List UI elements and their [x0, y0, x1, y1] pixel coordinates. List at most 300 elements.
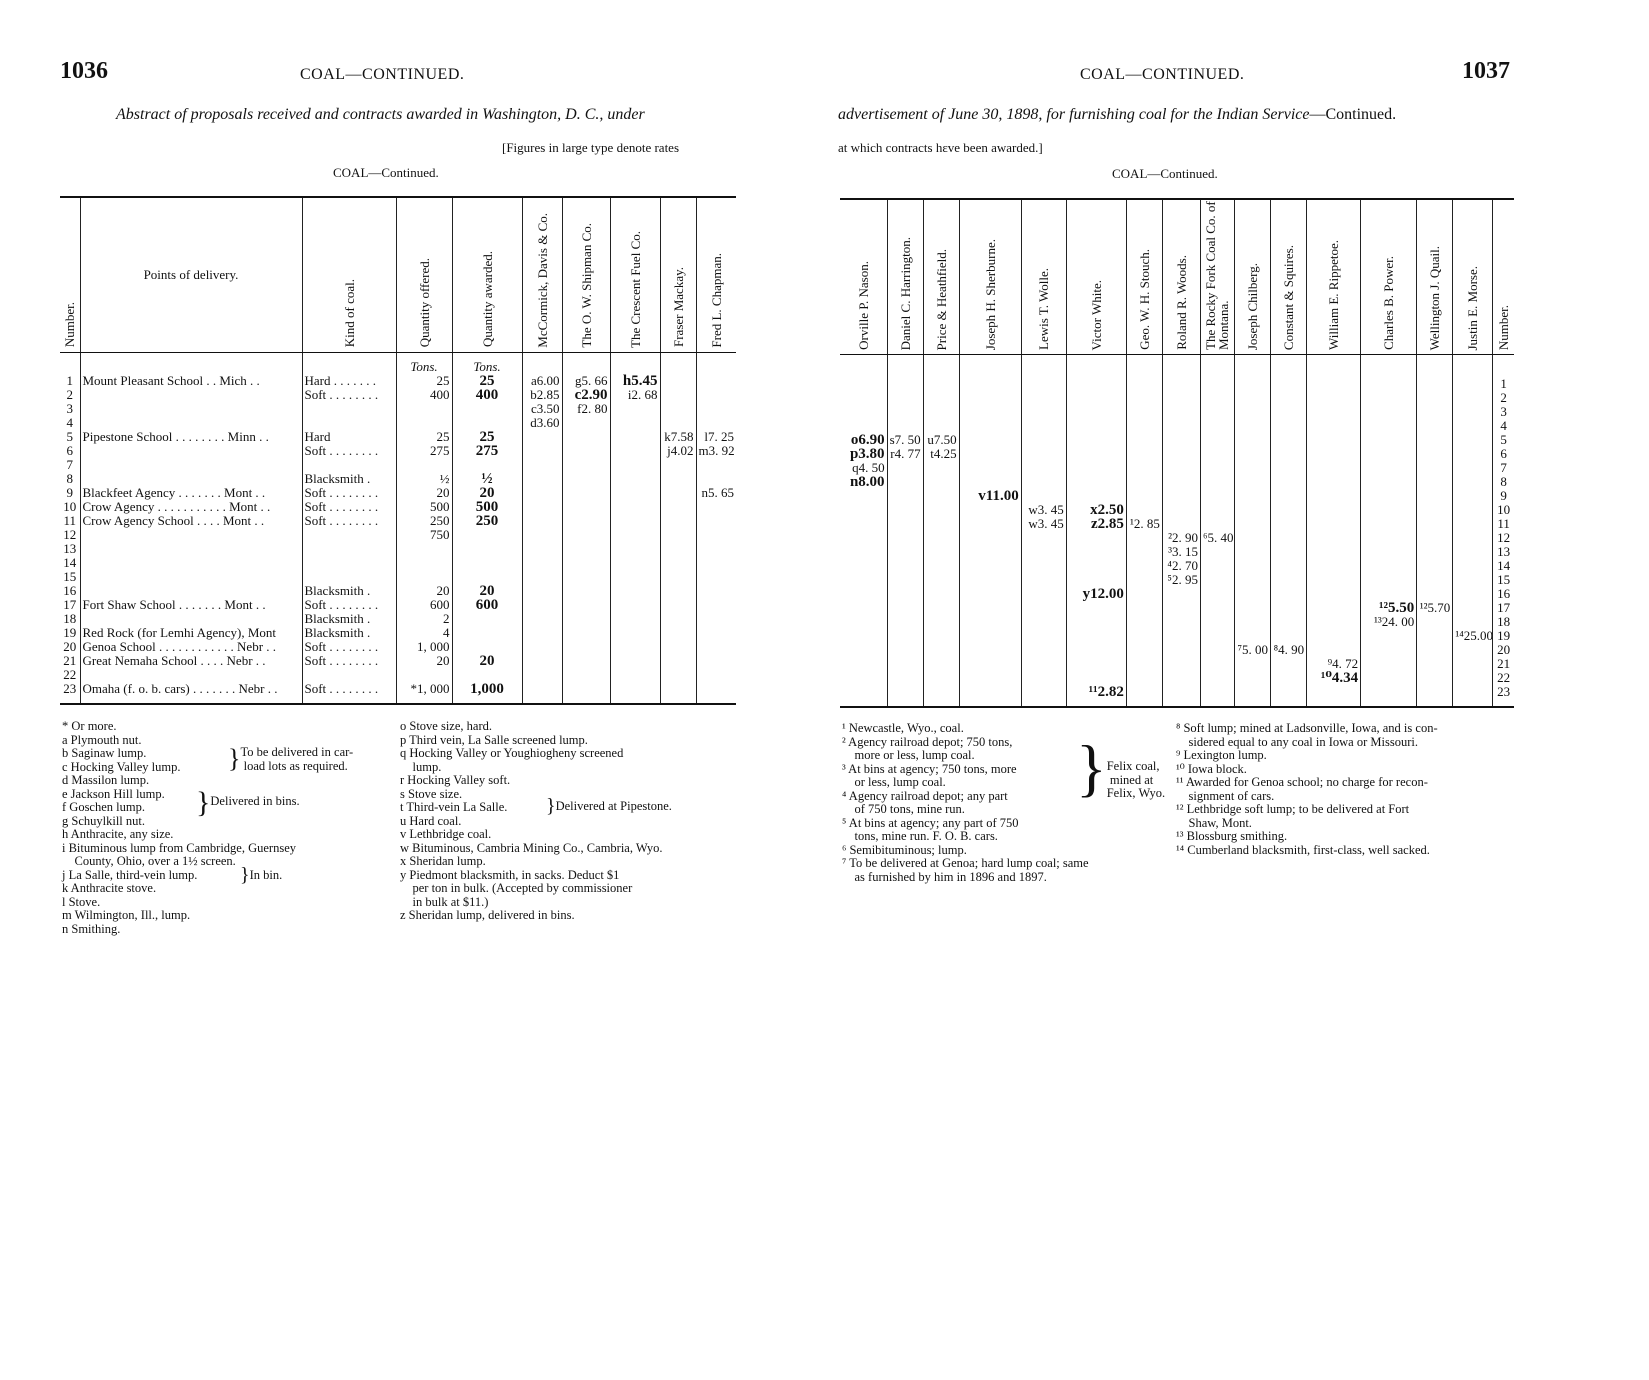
bid-cell — [923, 503, 959, 517]
bid-cell — [887, 419, 923, 433]
brace-note-in-bin: } In bin. — [240, 864, 283, 886]
footnote-line: as furnished by him in 1896 and 1897. — [842, 869, 1047, 884]
bid-cell — [1417, 447, 1453, 461]
bid-cell — [610, 416, 660, 430]
bid-cell — [959, 447, 1021, 461]
row-number: 23 — [63, 682, 77, 696]
row-number: 18 — [1493, 615, 1514, 629]
kind-of-coal: Blacksmith . — [302, 626, 396, 640]
bid-cell — [1021, 643, 1066, 657]
quantity-awarded: 1,000 — [452, 682, 522, 696]
bid-cell — [1271, 489, 1307, 503]
bid-cell — [1271, 433, 1307, 447]
quantity-offered — [396, 668, 452, 682]
quantity-offered — [396, 556, 452, 570]
quantity-awarded — [452, 528, 522, 542]
bid-cell — [959, 559, 1021, 573]
bid-cell — [1361, 657, 1417, 671]
units-awarded: Tons. — [452, 352, 522, 374]
bid-cell — [1417, 517, 1453, 531]
row-number: 4 — [1493, 419, 1514, 433]
bid-cell — [610, 402, 660, 416]
bid-cell — [1200, 587, 1234, 601]
bid-cell — [1066, 405, 1126, 419]
bid-cell — [959, 433, 1021, 447]
bid-cell — [660, 626, 696, 640]
bid-cell — [840, 377, 887, 391]
quantity-offered: 20 — [396, 584, 452, 598]
quantity-awarded: 500 — [452, 500, 522, 514]
bid-cell — [1162, 671, 1200, 685]
bid-cell — [840, 545, 887, 559]
bid-cell — [562, 668, 610, 682]
row-number: 17 — [63, 598, 77, 612]
header-bidder: William E. Rippetoe. — [1307, 199, 1361, 355]
bid-cell — [522, 444, 562, 458]
bid-cell — [1162, 461, 1200, 475]
footnote-line: w Bituminous, Cambria Mining Co., Cambria, Wyo. — [400, 840, 663, 855]
bid-cell — [1126, 503, 1162, 517]
table-row — [840, 643, 1514, 657]
kind-of-coal: Hard — [302, 430, 396, 444]
bid-cell — [1066, 559, 1126, 573]
bid-cell — [1307, 517, 1361, 531]
bid-cell — [1200, 615, 1234, 629]
footnote-line: o Stove size, hard. — [400, 719, 492, 733]
header-bidder-mackay: Fraser Mackay. — [660, 197, 696, 352]
bid-cell — [1271, 657, 1307, 671]
table-row — [840, 489, 1514, 503]
bid-cell — [1453, 391, 1493, 405]
bid-cell — [1417, 461, 1453, 475]
bid-cell — [1200, 447, 1234, 461]
right-page — [824, 0, 1649, 1380]
footnote-line: g Schuylkill nut. — [62, 813, 145, 828]
bid-cell — [660, 654, 696, 668]
header-number: Number. — [60, 197, 80, 352]
bid-cell — [1162, 377, 1200, 391]
footnote-line: d Massilon lump. — [62, 773, 150, 787]
bid-cell — [1307, 531, 1361, 545]
bid-cell — [660, 500, 696, 514]
bid-cell — [1235, 391, 1271, 405]
bid-cell — [1453, 517, 1493, 531]
quantity-offered: 4 — [396, 626, 452, 640]
row-number: 1 — [1493, 377, 1514, 391]
footnote-line: signment of cars. — [1176, 788, 1275, 803]
quantity-awarded: 20 — [452, 584, 522, 598]
quantity-offered — [396, 458, 452, 472]
kind-of-coal: Blacksmith . — [302, 472, 396, 486]
footnote-line: ¹² Lethbridge soft lump; to be delivered at Fort — [1176, 802, 1410, 816]
units-row-right — [840, 355, 1514, 377]
bid-cell — [1126, 531, 1162, 545]
bid-cell — [562, 682, 610, 696]
bid-cell — [840, 685, 887, 699]
row-number: 12 — [1493, 531, 1514, 545]
point-of-delivery — [80, 570, 302, 584]
footnote-line: q Hocking Valley or Youghiogheny screened — [400, 746, 624, 760]
bid-cell — [610, 556, 660, 570]
bid-cell — [1361, 643, 1417, 657]
bid-cell — [1307, 615, 1361, 629]
table-row — [60, 626, 736, 640]
row-number: 2 — [1493, 391, 1514, 405]
bid-cell — [1200, 671, 1234, 685]
bid-cell: ¹¹2.82 — [1066, 685, 1126, 699]
bid-cell — [1066, 419, 1126, 433]
bid-cell: p3.80 — [849, 446, 885, 461]
bid-cell — [1162, 643, 1200, 657]
quantity-awarded — [452, 458, 522, 472]
bid-cell — [1271, 391, 1307, 405]
bid-cell — [959, 461, 1021, 475]
bid-cell — [1453, 587, 1493, 601]
header-bidder-mccormick: McCormick, Davis & Co. — [522, 197, 562, 352]
bid-cell — [1162, 685, 1200, 699]
table-row — [60, 458, 736, 472]
row-number: 11 — [1493, 517, 1514, 531]
bid-cell — [959, 405, 1021, 419]
footnotes-left-col2 — [400, 720, 663, 923]
bid-cell — [887, 601, 923, 615]
quantity-offered: 25 — [396, 430, 452, 444]
bid-cell — [887, 475, 923, 489]
bid-cell — [562, 472, 610, 486]
bid-cell — [1417, 643, 1453, 657]
bid-cell — [522, 528, 562, 542]
row-number: 6 — [66, 444, 73, 458]
quantity-offered: 750 — [396, 528, 452, 542]
header-bidder: Roland R. Woods. — [1162, 199, 1200, 355]
bid-cell — [887, 559, 923, 573]
footnote-line: lump. — [400, 759, 442, 774]
bid-cell — [887, 657, 923, 671]
quantity-awarded: 275 — [452, 444, 522, 458]
footnote-line: l Stove. — [62, 894, 101, 909]
kind-of-coal — [302, 542, 396, 556]
bid-cell — [660, 570, 696, 584]
bid-cell — [1453, 643, 1493, 657]
bid-cell — [1417, 503, 1453, 517]
bid-cell: ⁴2. 70 — [1162, 559, 1200, 573]
bid-cell — [1235, 377, 1271, 391]
footnote-line: p Third vein, La Salle screened lump. — [400, 732, 588, 747]
bid-cell: a6.00 — [522, 374, 562, 388]
bid-cell — [610, 458, 660, 472]
point-of-delivery: Crow Agency School . . . . Mont . . — [80, 514, 302, 528]
point-of-delivery — [80, 416, 302, 430]
bid-cell — [562, 430, 610, 444]
footnote-line: ¹⁴ Cumberland blacksmith, first-class, well sacked. — [1176, 842, 1430, 857]
bid-cell — [1235, 615, 1271, 629]
footnote-line: u Hard coal. — [400, 813, 462, 828]
bid-cell — [887, 573, 923, 587]
header-bidder: Victor White. — [1066, 199, 1126, 355]
bid-cell — [1307, 419, 1361, 433]
footnote-line: ⁴ Agency railroad depot; any part — [842, 788, 1008, 803]
bid-cell — [1453, 615, 1493, 629]
footnote-line: a Plymouth nut. — [62, 732, 142, 747]
bid-cell — [1271, 447, 1307, 461]
bid-cell — [1235, 419, 1271, 433]
bid-cell — [959, 377, 1021, 391]
bid-cell — [660, 528, 696, 542]
bid-cell — [887, 615, 923, 629]
point-of-delivery — [80, 458, 302, 472]
header-bidder: Orville P. Nason. — [840, 199, 887, 355]
footnote-line: ¹⁰ Iowa block. — [1176, 761, 1247, 776]
bid-cell — [1021, 629, 1066, 643]
bid-cell — [923, 475, 959, 489]
table-row — [840, 573, 1514, 587]
bid-cell — [923, 601, 959, 615]
bid-cell — [522, 556, 562, 570]
bid-cell — [1126, 489, 1162, 503]
point-of-delivery: Pipestone School . . . . . . . . Minn . . — [80, 430, 302, 444]
header-bidder: Price & Heathfield. — [923, 199, 959, 355]
quantity-awarded: 25 — [452, 374, 522, 388]
brace-note-carload: } To be delivered in car- load lots as required. — [228, 744, 354, 773]
table-end-rule — [840, 699, 1514, 707]
bid-cell — [1200, 629, 1234, 643]
bid-cell — [1200, 391, 1234, 405]
bid-cell — [1271, 517, 1307, 531]
bid-cell — [1066, 601, 1126, 615]
table-row — [60, 584, 736, 598]
point-of-delivery: Red Rock (for Lemhi Agency), Mont — [80, 626, 302, 640]
kind-of-coal: Hard . . . . . . . — [302, 374, 396, 388]
bid-cell: w3. 45 — [1021, 503, 1066, 517]
bid-cell: ¹²5.70 — [1417, 601, 1453, 615]
bid-cell — [1200, 405, 1234, 419]
bid-cell — [1417, 657, 1453, 671]
quantity-awarded — [452, 612, 522, 626]
bid-cell — [660, 416, 696, 430]
bid-cell — [923, 531, 959, 545]
row-number: 15 — [1493, 573, 1514, 587]
bid-cell — [1021, 377, 1066, 391]
left-proposals-table — [60, 196, 736, 705]
header-bidder-crescent: The Crescent Fuel Co. — [610, 197, 660, 352]
quantity-awarded — [452, 570, 522, 584]
bid-cell — [696, 570, 736, 584]
bid-cell — [1200, 573, 1234, 587]
row-number: 13 — [63, 542, 77, 556]
bid-cell — [1271, 559, 1307, 573]
bid-cell — [1235, 531, 1271, 545]
table-row — [60, 528, 736, 542]
bid-cell — [1453, 545, 1493, 559]
bid-cell — [1200, 433, 1234, 447]
bid-cell — [1307, 685, 1361, 699]
bid-cell: ¹2. 85 — [1126, 517, 1162, 531]
table-row — [60, 612, 736, 626]
bid-cell — [959, 503, 1021, 517]
bid-cell — [610, 682, 660, 696]
bid-cell — [1126, 559, 1162, 573]
bid-cell — [1235, 489, 1271, 503]
bid-cell — [522, 472, 562, 486]
left-header-row — [60, 197, 736, 352]
quantity-offered: ½ — [396, 472, 452, 486]
bid-cell — [1126, 419, 1162, 433]
bid-cell — [1066, 643, 1126, 657]
table-row — [60, 514, 736, 528]
bid-cell — [1066, 391, 1126, 405]
bid-cell: q4. 50 — [852, 460, 885, 475]
row-number: 8 — [66, 472, 73, 486]
bid-cell — [1021, 433, 1066, 447]
table-row — [840, 517, 1514, 531]
bid-cell — [660, 472, 696, 486]
bid-cell: d3.60 — [522, 416, 562, 430]
bid-cell — [1453, 489, 1493, 503]
kind-of-coal: Soft . . . . . . . . — [302, 514, 396, 528]
bid-cell — [1417, 433, 1453, 447]
bid-cell — [522, 626, 562, 640]
bid-cell — [923, 489, 959, 503]
bid-cell — [1162, 475, 1200, 489]
row-number: 2 — [66, 388, 73, 402]
bid-cell — [660, 682, 696, 696]
bid-cell — [522, 514, 562, 528]
bid-cell: n5. 65 — [696, 486, 736, 500]
bid-cell — [1126, 601, 1162, 615]
point-of-delivery — [80, 542, 302, 556]
table-row — [840, 587, 1514, 601]
bid-cell — [1200, 517, 1234, 531]
bid-cell — [923, 671, 959, 685]
row-number: 20 — [1493, 643, 1514, 657]
bid-cell — [1162, 503, 1200, 517]
bid-cell — [887, 517, 923, 531]
row-number: 3 — [66, 402, 73, 416]
bid-cell — [1162, 433, 1200, 447]
bid-cell — [1453, 685, 1493, 699]
abstract-title-left: Abstract of proposals received and contracts awarded in Washington, D. C., under — [116, 106, 645, 123]
bid-cell — [1235, 475, 1271, 489]
bid-cell — [1307, 461, 1361, 475]
point-of-delivery — [80, 584, 302, 598]
bid-cell — [1021, 545, 1066, 559]
footnote-line: x Sheridan lump. — [400, 854, 486, 868]
bid-cell — [1126, 615, 1162, 629]
brace-note-felix: } Felix coal, mined at Felix, Wyo. — [1076, 732, 1166, 803]
bid-cell — [522, 640, 562, 654]
row-number: 17 — [1493, 601, 1514, 615]
bid-cell: w3. 45 — [1021, 517, 1066, 531]
bid-cell — [562, 640, 610, 654]
bid-cell — [1200, 643, 1234, 657]
table-row — [60, 444, 736, 458]
quantity-awarded — [452, 402, 522, 416]
bid-cell: ¹³24. 00 — [1361, 615, 1417, 629]
quantity-offered — [396, 570, 452, 584]
bid-cell — [1235, 657, 1271, 671]
bid-cell — [1271, 377, 1307, 391]
table-row — [840, 461, 1514, 475]
row-number: 18 — [63, 612, 77, 626]
bid-cell — [522, 584, 562, 598]
table-row — [60, 430, 736, 444]
bid-cell — [660, 388, 696, 402]
header-points-of-delivery: Points of delivery. — [80, 197, 302, 352]
point-of-delivery — [80, 388, 302, 402]
bid-cell — [1361, 447, 1417, 461]
bid-cell — [840, 601, 887, 615]
bid-cell — [959, 615, 1021, 629]
footnote-line: s Stove size. — [400, 786, 463, 801]
bid-cell — [1361, 475, 1417, 489]
bid-cell: ³3. 15 — [1162, 545, 1200, 559]
bid-cell — [1271, 629, 1307, 643]
row-number: 14 — [1493, 559, 1514, 573]
table-row — [60, 416, 736, 430]
page-number-left: 1036 — [60, 58, 108, 84]
bid-cell — [887, 685, 923, 699]
bid-cell — [696, 640, 736, 654]
table-row — [840, 391, 1514, 405]
bid-cell: r4. 77 — [887, 447, 923, 461]
bid-cell — [562, 570, 610, 584]
kind-of-coal: Blacksmith . — [302, 584, 396, 598]
bid-cell — [1235, 573, 1271, 587]
bid-cell: z2.85 — [1066, 517, 1126, 531]
row-number: 5 — [1493, 433, 1514, 447]
kind-of-coal: Soft . . . . . . . . — [302, 444, 396, 458]
table-row — [840, 685, 1514, 699]
bid-cell — [840, 629, 887, 643]
bid-cell — [923, 405, 959, 419]
bid-cell — [887, 545, 923, 559]
bid-cell — [1361, 391, 1417, 405]
bid-cell — [1271, 531, 1307, 545]
bid-cell — [1271, 601, 1307, 615]
bid-cell — [696, 612, 736, 626]
table-row — [60, 682, 736, 696]
bid-cell — [696, 668, 736, 682]
kind-of-coal: Soft . . . . . . . . — [302, 682, 396, 696]
footnotes-right-col2 — [1176, 722, 1438, 857]
row-number: 7 — [1493, 461, 1514, 475]
bid-cell — [959, 517, 1021, 531]
bid-cell — [1361, 559, 1417, 573]
quantity-awarded — [452, 416, 522, 430]
bid-cell — [1200, 559, 1234, 573]
bid-cell — [696, 458, 736, 472]
footnote-line: ¹¹ Awarded for Genoa school; no charge for recon- — [1176, 775, 1428, 789]
bid-cell — [522, 654, 562, 668]
row-number: 11 — [63, 514, 77, 528]
header-bidder: Daniel C. Harrington. — [887, 199, 923, 355]
bid-cell — [1453, 405, 1493, 419]
footnote-line: of 750 tons, mine run. — [842, 802, 965, 816]
row-number: 22 — [63, 668, 77, 682]
bid-cell — [887, 629, 923, 643]
point-of-delivery: Crow Agency . . . . . . . . . . . Mont . . — [80, 500, 302, 514]
table-row — [60, 472, 736, 486]
bid-cell — [840, 671, 887, 685]
running-head-right: COAL—CONTINUED. — [1080, 66, 1245, 83]
footnote-line: * Or more. — [62, 719, 117, 733]
row-number: 23 — [1493, 685, 1514, 699]
bid-cell — [840, 531, 887, 545]
row-number: 14 — [63, 556, 77, 570]
footnote-line: t Third-vein La Salle. — [400, 800, 508, 814]
quantity-awarded — [452, 542, 522, 556]
bid-cell — [660, 542, 696, 556]
